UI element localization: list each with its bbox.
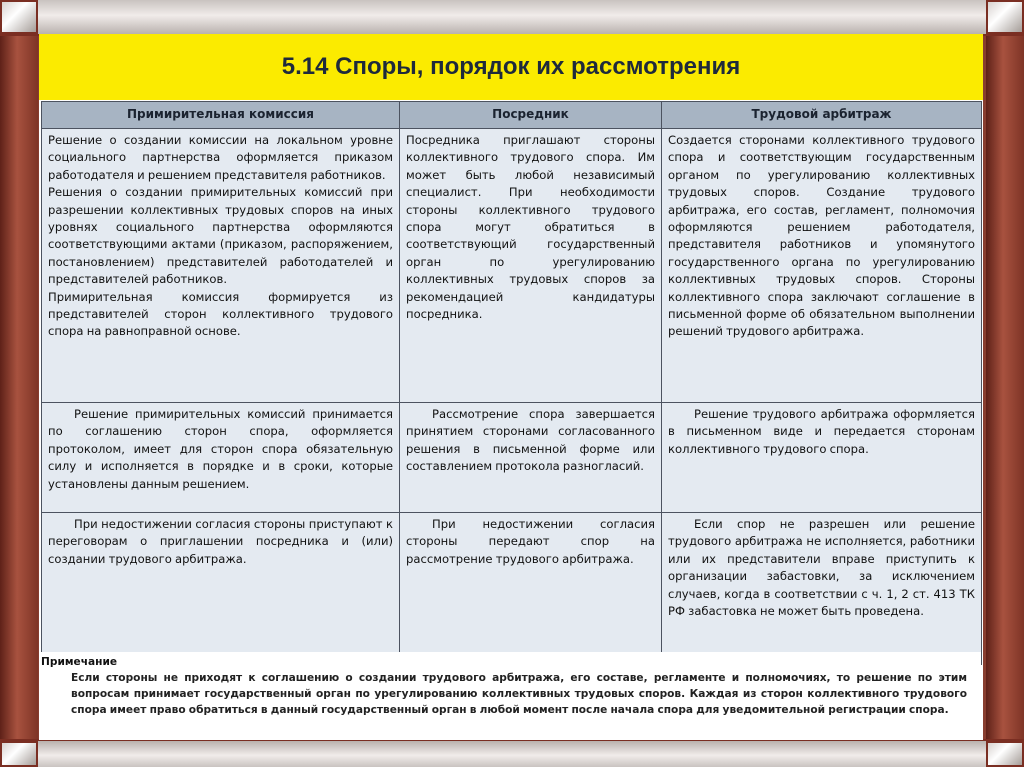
cell-paragraph: Примирительная комиссия формируется из представителей сторон коллективного трудового спора на равноправной основе. bbox=[48, 289, 393, 339]
frame-corner-bottom-right bbox=[986, 741, 1024, 767]
title-bar bbox=[39, 34, 983, 100]
cell-paragraph: Создается сторонами коллективного трудового спора и соответствующим государственным органом по урегулированию коллективных трудовых споров. Создание трудового арбитража, его состав, регламент, полномочия оформляются решением работодателя, представителя работников и упомянутого государственного органа по урегулированию коллективных трудовых споров. Стороны коллективного спора заключают соглашение в письменной форме об обязательном выполнении решений трудового арбитража. bbox=[668, 133, 975, 339]
frame-corner-top-left bbox=[0, 0, 38, 34]
table-cell bbox=[400, 513, 662, 665]
frame-right-border bbox=[986, 0, 1024, 767]
note-section bbox=[41, 652, 981, 738]
frame-corner-bottom-left bbox=[0, 741, 38, 767]
cell-paragraph: Решение о создании комиссии на локальном уровне социального партнерства оформляется приказом работодателя и решением представителя работников. bbox=[48, 133, 393, 182]
table-row-decision bbox=[42, 403, 982, 513]
note-text: Если стороны не приходят к соглашению о создании трудового арбитража, его составе, регламенте и полномочиях, то решение по этим вопросам принимает государственный орган по урегулированию коллективных трудовых споров. Каждая из сторон коллективного трудового спора имеет право обратиться в данный государственный орган в любой момент после начала спора для уведомительной регистрации спора. bbox=[71, 672, 967, 716]
table-cell bbox=[662, 403, 982, 513]
table-row-formation bbox=[42, 129, 982, 403]
table-cell bbox=[42, 513, 400, 665]
table-cell bbox=[662, 129, 982, 403]
table-cell bbox=[400, 403, 662, 513]
cell-paragraph: При недостижении согласия стороны передают спор на рассмотрение трудового арбитража. bbox=[406, 517, 655, 566]
cell-paragraph: Решение примирительных комиссий принимается по соглашению сторон спора, оформляется протоколом, имеет для сторон спора обязательную силу и исполняется в порядке и в сроки, которые установлены данным решением. bbox=[48, 407, 393, 491]
table-cell bbox=[400, 129, 662, 403]
cell-paragraph: Решение трудового арбитража оформляется в письменном виде и передается сторонам коллективного трудового спора. bbox=[668, 407, 975, 456]
frame-corner-top-right bbox=[986, 0, 1024, 34]
note-label: Примечание bbox=[41, 656, 118, 668]
slide bbox=[39, 34, 983, 740]
frame-bottom-border bbox=[0, 739, 1024, 767]
table-header-row bbox=[42, 102, 982, 129]
frame-left-border bbox=[0, 0, 38, 767]
cell-paragraph: Если спор не разрешен или решение трудового арбитража не исполняется, работники или их представители вправе приступить к организации забастовки, за исключением случаев, когда в соответствии с ч. 1, 2 ст. 413 ТК РФ забастовка не может быть проведена. bbox=[668, 517, 975, 619]
cell-paragraph: При недостижении согласия стороны приступают к переговорам о приглашении посредника и (или) создании трудового арбитража. bbox=[48, 517, 393, 566]
cell-paragraph: Рассмотрение спора завершается принятием сторонами согласованного решения в письменной форме или составлением протокола разногласий. bbox=[406, 407, 655, 474]
table-row-no-agreement bbox=[42, 513, 982, 665]
comparison-table bbox=[41, 101, 982, 665]
cell-paragraph: Посредника приглашают стороны коллективного трудового спора. Им может быть любой независимый специалист. При необходимости стороны коллективного трудового спора могут обратиться в соответствующий государственный орган по урегулированию коллективных трудовых споров за рекомендацией кандидатуры посредника. bbox=[406, 133, 655, 322]
cell-paragraph: Решения о создании примирительных комиссий при разрешении коллективных трудовых споров на иных уровнях социального партнерства оформляются соответствующими актами (приказом, распоряжением, постановлением) представителей работодателей и представителей работников. bbox=[48, 185, 393, 287]
slide-title: 5.14 Споры, порядок их рассмотрения bbox=[281, 53, 741, 80]
table-cell bbox=[42, 129, 400, 403]
column-header-mediator: Посредник bbox=[400, 102, 662, 129]
column-header-conciliation-commission: Примирительная комиссия bbox=[42, 102, 400, 129]
frame-top-border bbox=[0, 0, 1024, 36]
column-header-labor-arbitration: Трудовой арбитраж bbox=[662, 102, 982, 129]
table-cell bbox=[662, 513, 982, 665]
table-cell bbox=[42, 403, 400, 513]
